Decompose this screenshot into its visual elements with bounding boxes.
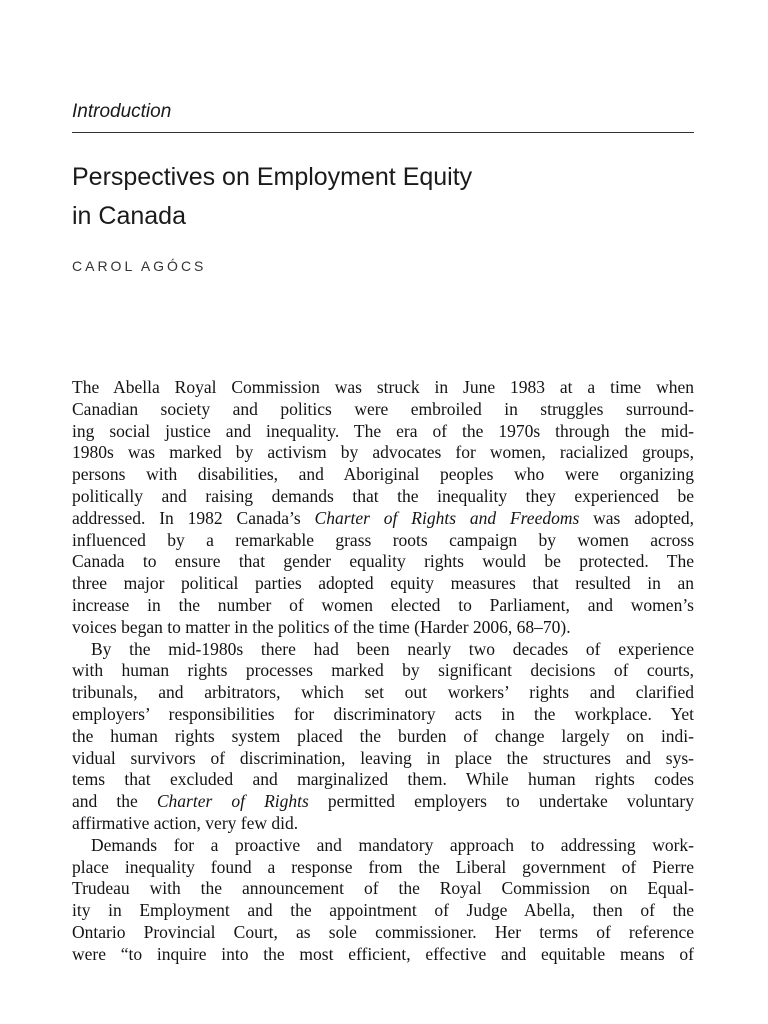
text-run: and the xyxy=(72,791,157,812)
text-line xyxy=(72,573,694,595)
text-line xyxy=(72,595,694,617)
text-line xyxy=(72,704,694,726)
text-line xyxy=(72,421,694,443)
text-run: increase in the number of women elected to Parliament, and women’s xyxy=(72,594,694,615)
text-line xyxy=(72,748,694,770)
text-line xyxy=(72,769,694,791)
text-line xyxy=(72,442,694,464)
header-rule xyxy=(72,132,694,133)
text-run: ity in Employment and the appointment of Judge Abella, then of the xyxy=(72,900,694,921)
text-run: 1980s was marked by activism by advocates for women, racialized groups, xyxy=(72,442,694,463)
text-run: Ontario Provincial Court, as sole commissioner. Her terms of reference xyxy=(72,921,694,942)
text-line xyxy=(72,617,694,639)
text-run: permitted employers to undertake voluntary xyxy=(308,791,694,812)
text-run: affirmative action, very few did. xyxy=(72,812,299,833)
author-name: CAROL AGÓCS xyxy=(72,258,207,274)
text-run: politically and raising demands that the inequality they experienced be xyxy=(72,485,694,506)
text-run: vidual survivors of discrimination, leaving in place the structures and sys- xyxy=(72,747,694,768)
text-run: By the mid-1980s there had been nearly two decades of experience xyxy=(91,638,694,659)
text-line xyxy=(72,726,694,748)
text-run: employers’ responsibilities for discriminatory acts in the workplace. Yet xyxy=(72,703,694,724)
text-line xyxy=(72,508,694,530)
text-run: the human rights system placed the burden of change largely on indi- xyxy=(72,725,694,746)
text-run: persons with disabilities, and Aboriginal peoples who were organizing xyxy=(72,464,694,485)
paragraph xyxy=(72,835,694,966)
text-run: ing social justice and inequality. The era of the 1970s through the mid- xyxy=(72,420,694,441)
text-run: influenced by a remarkable grass roots campaign by women across xyxy=(72,529,694,550)
text-run: tems that excluded and marginalized them. While human rights codes xyxy=(72,769,694,790)
text-line xyxy=(72,399,694,421)
text-run: Trudeau with the announcement of the Royal Commission on Equal- xyxy=(72,878,694,899)
text-line xyxy=(72,639,694,661)
text-line xyxy=(72,377,694,399)
text-run: three major political parties adopted equity measures that resulted in an xyxy=(72,573,694,594)
text-line xyxy=(72,551,694,573)
text-run: The Abella Royal Commission was struck in June 1983 at a time when xyxy=(72,377,694,397)
chapter-title xyxy=(72,158,694,236)
text-run: were “to inquire into the most efficient, effective and equitable means of xyxy=(72,943,694,964)
text-run: place inequality found a response from the Liberal government of Pierre xyxy=(72,856,694,877)
text-line xyxy=(72,922,694,944)
text-line xyxy=(72,835,694,857)
text-line xyxy=(72,486,694,508)
chapter-title-line-2: in Canada xyxy=(72,202,186,230)
text-line xyxy=(72,682,694,704)
text-line xyxy=(72,464,694,486)
text-line xyxy=(72,900,694,922)
section-label: Introduction xyxy=(72,101,172,122)
italic-title: Charter of Rights and Freedoms xyxy=(314,507,580,528)
text-run: Canada to ensure that gender equality rights would be protected. The xyxy=(72,551,694,572)
italic-title: Charter of Rights xyxy=(156,791,309,812)
paragraph xyxy=(72,377,694,639)
text-run: with human rights processes marked by significant decisions of courts, xyxy=(72,660,694,681)
text-run: was adopted, xyxy=(579,507,694,528)
text-run: voices began to matter in the politics of the time (Harder 2006, 68–70). xyxy=(72,616,571,637)
chapter-title-line-1: Perspectives on Employment Equity xyxy=(72,163,473,191)
text-line xyxy=(72,944,694,966)
text-run: tribunals, and arbitrators, which set out workers’ rights and clarified xyxy=(72,682,694,703)
text-run: Demands for a proactive and mandatory approach to addressing work- xyxy=(91,834,694,855)
text-line xyxy=(72,791,694,813)
paragraph xyxy=(72,639,694,835)
text-line xyxy=(72,857,694,879)
body-text xyxy=(72,377,694,966)
text-line xyxy=(72,813,694,835)
text-line xyxy=(72,530,694,552)
text-run: addressed. In 1982 Canada’s xyxy=(72,507,315,528)
text-run: Canadian society and politics were embroiled in struggles surround- xyxy=(72,398,694,419)
text-line xyxy=(72,660,694,682)
text-line xyxy=(72,878,694,900)
